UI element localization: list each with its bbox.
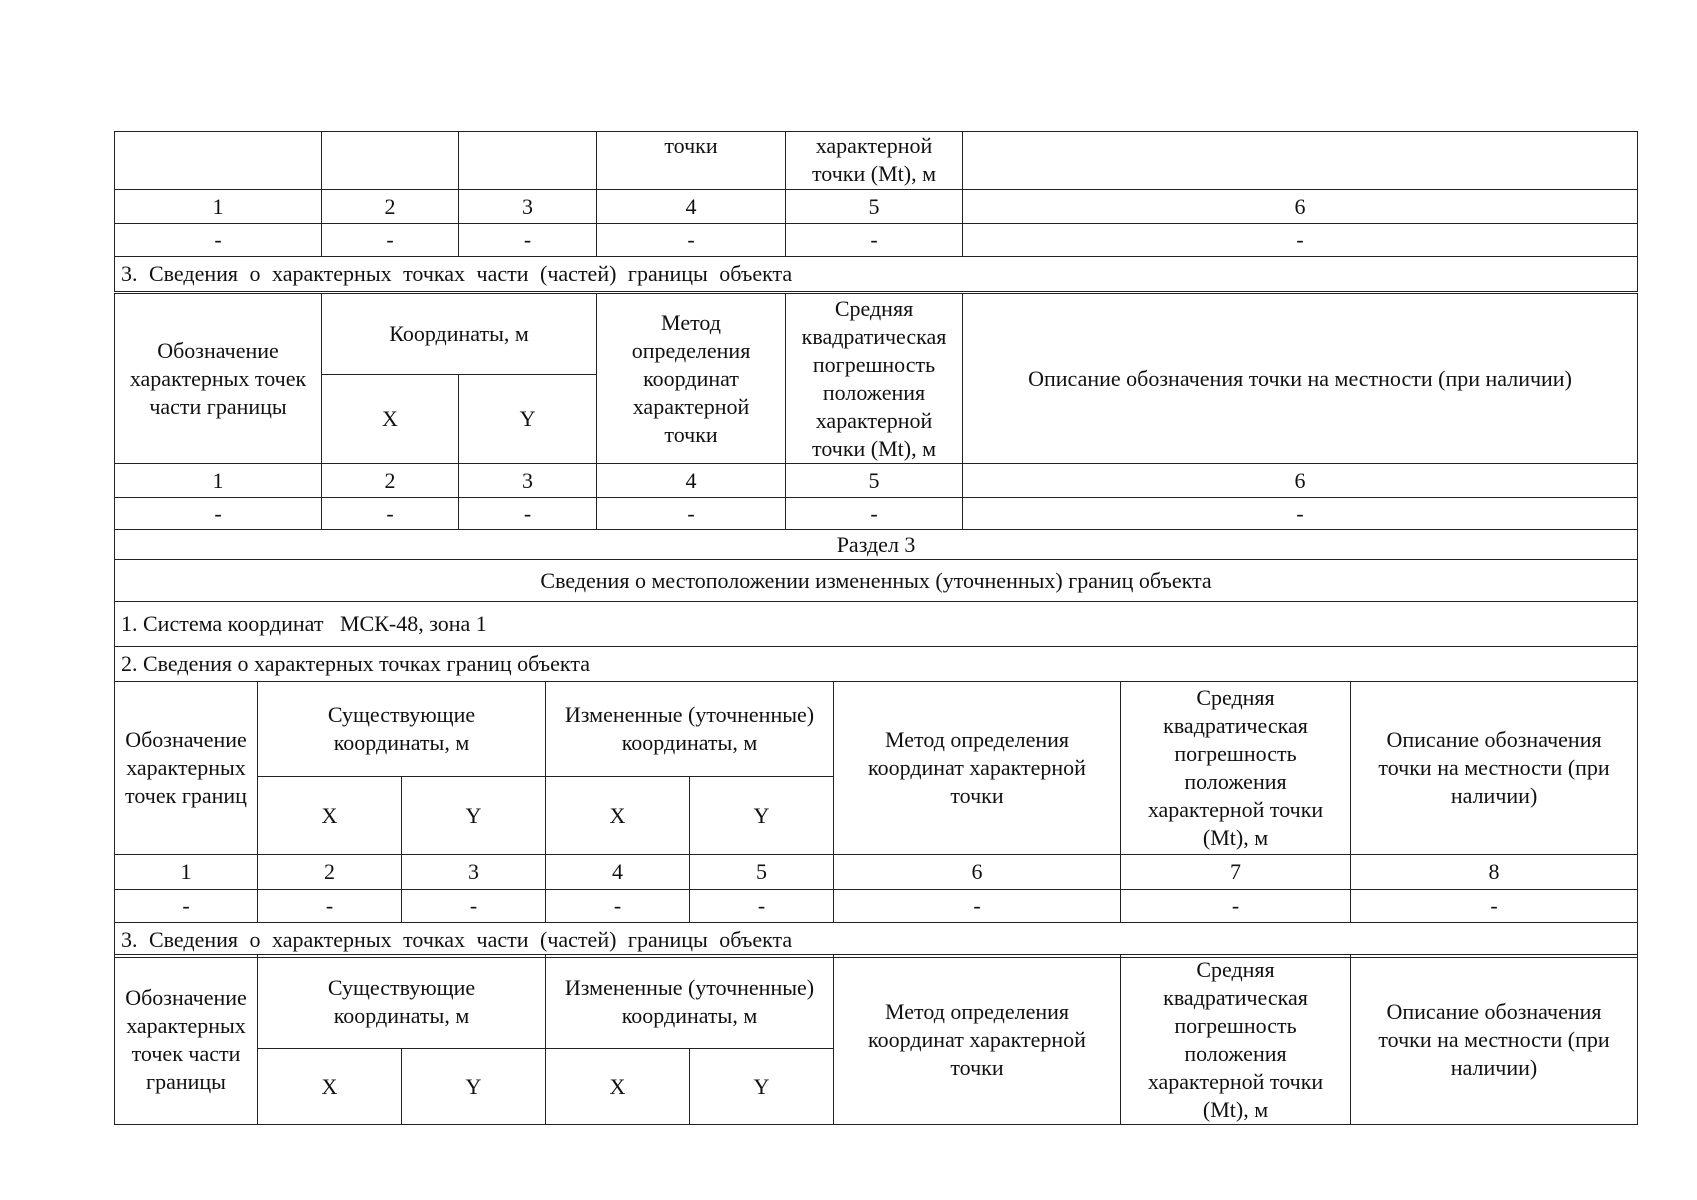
parts-heading-row (115, 923, 1638, 958)
method-header: Метод определения координат характерной точки (834, 955, 1121, 1125)
column-number: 2 (258, 855, 402, 890)
method-header: Метод определения координат характерной точки (597, 294, 786, 464)
designation-header: Обозначение характерных точек части границы (115, 955, 258, 1125)
existing-coords-header: Существующие координаты, м (258, 955, 546, 1049)
y-header: Y (459, 375, 597, 464)
parts-heading: 3. Сведения о характерных точках части (частей) границы объекта (115, 923, 1638, 958)
table-row (115, 498, 1638, 530)
column-number: 4 (597, 464, 786, 498)
table-cell: - (402, 890, 546, 923)
table-cell: - (597, 498, 786, 530)
table-cell: - (322, 498, 459, 530)
changed-y-header: Y (690, 777, 834, 855)
table-cell: - (459, 498, 597, 530)
column-number: 7 (1121, 855, 1351, 890)
header-row (115, 682, 1638, 777)
header-cell: характерной точки (Mt), м (786, 132, 963, 190)
continuation-header-row (115, 132, 1638, 190)
table-cell: - (597, 224, 786, 257)
table-cell: - (786, 498, 963, 530)
description-header: Описание обозначения точки на местности (при наличии) (1351, 955, 1638, 1125)
column-number: 4 (597, 190, 786, 224)
error-header: Средняя квадратическая погрешность положения характерной точки (Mt), м (1121, 955, 1351, 1125)
existing-y-header: Y (402, 1049, 546, 1125)
table-cell: - (963, 498, 1638, 530)
section3-parts-table (114, 954, 1638, 1125)
column-number: 1 (115, 855, 258, 890)
table-cell: - (690, 890, 834, 923)
header-row (115, 294, 1638, 375)
x-header: X (322, 375, 459, 464)
existing-y-header: Y (402, 777, 546, 855)
section-subtitle-row (115, 560, 1638, 602)
section-title: Раздел 3 (115, 530, 1638, 560)
column-number: 3 (459, 190, 597, 224)
changed-x-header: X (546, 777, 690, 855)
description-header: Описание обозначения точки на местности (при наличии) (1351, 682, 1638, 855)
coord-system-row (115, 602, 1638, 647)
table-cell: - (322, 224, 459, 257)
table-cell: - (963, 224, 1638, 257)
header-cell (115, 132, 322, 190)
column-number: 2 (322, 190, 459, 224)
header-row (115, 955, 1638, 1049)
table-cell: - (1121, 890, 1351, 923)
points-heading-row (115, 647, 1638, 682)
table-cell: - (115, 498, 322, 530)
table-cell: - (834, 890, 1121, 923)
existing-x-header: X (258, 777, 402, 855)
changed-x-header: X (546, 1049, 690, 1125)
column-number-row (115, 464, 1638, 498)
column-number: 5 (690, 855, 834, 890)
section3-table (114, 529, 1638, 958)
header-cell (459, 132, 597, 190)
designation-header: Обозначение характерных точек части границы (115, 294, 322, 464)
existing-x-header: X (258, 1049, 402, 1125)
parts-heading: 3. Сведения о характерных точках части (частей) границы объекта (115, 257, 1638, 292)
column-number: 6 (834, 855, 1121, 890)
column-number: 5 (786, 464, 963, 498)
boundary-parts-table (114, 293, 1638, 530)
changed-coords-header: Измененные (уточненные) координаты, м (546, 682, 834, 777)
table-cell: - (115, 890, 258, 923)
column-number: 2 (322, 464, 459, 498)
column-number: 6 (963, 464, 1638, 498)
column-number-row (115, 855, 1638, 890)
column-number: 3 (459, 464, 597, 498)
continuation-table (114, 131, 1638, 292)
method-header: Метод определения координат характерной точки (834, 682, 1121, 855)
header-cell: точки (597, 132, 786, 190)
table-cell: - (546, 890, 690, 923)
coordinates-header: Координаты, м (322, 294, 597, 375)
table-cell: - (258, 890, 402, 923)
points-heading: 2. Сведения о характерных точках границ объекта (115, 647, 1638, 682)
column-number: 4 (546, 855, 690, 890)
error-header: Средняя квадратическая погрешность положения характерной точки (Mt), м (786, 294, 963, 464)
column-number-row (115, 190, 1638, 224)
header-cell (963, 132, 1638, 190)
designation-header: Обозначение характерных точек границ (115, 682, 258, 855)
column-number: 1 (115, 464, 322, 498)
table-row (115, 224, 1638, 257)
changed-y-header: Y (690, 1049, 834, 1125)
table-row (115, 890, 1638, 923)
description-header: Описание обозначения точки на местности (при наличии) (963, 294, 1638, 464)
table-cell: - (786, 224, 963, 257)
column-number: 1 (115, 190, 322, 224)
header-cell (322, 132, 459, 190)
existing-coords-header: Существующие координаты, м (258, 682, 546, 777)
column-number: 6 (963, 190, 1638, 224)
section-title-row (115, 530, 1638, 560)
table-cell: - (459, 224, 597, 257)
column-number: 8 (1351, 855, 1638, 890)
error-header: Средняя квадратическая погрешность положения характерной точки (Mt), м (1121, 682, 1351, 855)
table-cell: - (115, 224, 322, 257)
section-heading-row (115, 257, 1638, 292)
coord-system: 1. Система координат МСК-48, зона 1 (115, 602, 1638, 647)
section-subtitle: Сведения о местоположении измененных (уточненных) границ объекта (115, 560, 1638, 602)
column-number: 3 (402, 855, 546, 890)
changed-coords-header: Измененные (уточненные) координаты, м (546, 955, 834, 1049)
table-cell: - (1351, 890, 1638, 923)
column-number: 5 (786, 190, 963, 224)
